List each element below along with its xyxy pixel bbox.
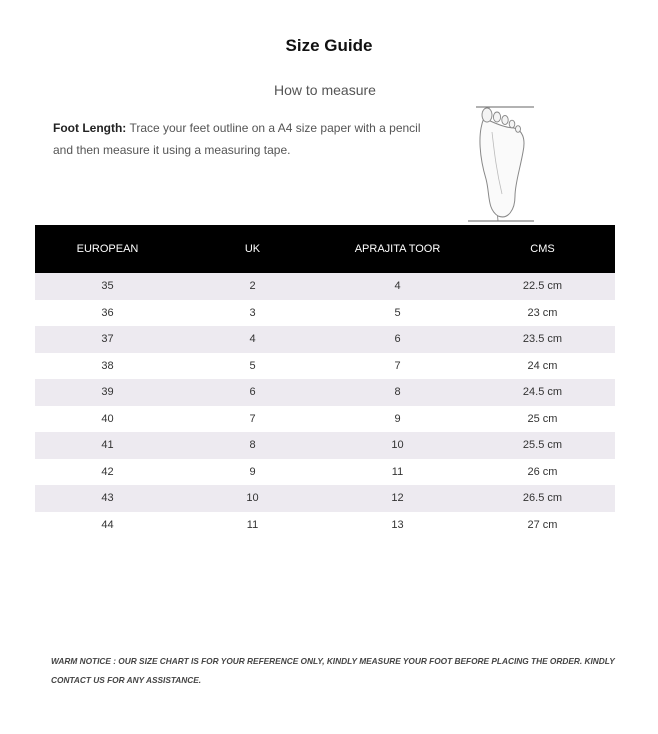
- table-cell: 10: [325, 432, 470, 459]
- table-cell: 37: [35, 326, 180, 353]
- table-cell: 42: [35, 459, 180, 486]
- table-cell: 6: [325, 326, 470, 353]
- table-cell: 23.5 cm: [470, 326, 615, 353]
- table-cell: 40: [35, 406, 180, 433]
- table-row: [35, 326, 615, 353]
- table-cell: 8: [325, 379, 470, 406]
- warm-notice: WARM NOTICE : OUR SIZE CHART IS FOR YOUR REFERENCE ONLY, KINDLY MEASURE YOUR FOOT BEFORE PLACING THE ORDER. KINDLY CONTACT US FOR ANY ASSISTANCE.: [51, 656, 615, 685]
- table-cell: 26 cm: [470, 459, 615, 486]
- foot-length-instructions: [53, 117, 433, 161]
- table-cell: 3: [180, 300, 325, 327]
- table-row: [35, 300, 615, 327]
- table-cell: 24 cm: [470, 353, 615, 380]
- table-cell: 22.5 cm: [470, 273, 615, 300]
- table-cell: 4: [180, 326, 325, 353]
- table-cell: 41: [35, 432, 180, 459]
- table-cell: 2: [180, 273, 325, 300]
- table-cell: 11: [325, 459, 470, 486]
- table-cell: 7: [325, 353, 470, 380]
- table-cell: 36: [35, 300, 180, 327]
- table-row: [35, 432, 615, 459]
- column-header-cms: CMS: [470, 225, 615, 273]
- table-row: [35, 379, 615, 406]
- table-cell: 23 cm: [470, 300, 615, 327]
- table-cell: 7: [180, 406, 325, 433]
- table-row: [35, 459, 615, 486]
- table-row: [35, 406, 615, 433]
- table-cell: 5: [325, 300, 470, 327]
- table-cell: 13: [325, 512, 470, 539]
- table-cell: 12: [325, 485, 470, 512]
- page-subtitle: How to measure: [274, 82, 376, 98]
- table-cell: 25 cm: [470, 406, 615, 433]
- table-cell: 9: [325, 406, 470, 433]
- table-cell: 5: [180, 353, 325, 380]
- table-cell: 4: [325, 273, 470, 300]
- instruction-text: Trace your feet outline on a A4 size paper with a pencil and then measure it using a measuring tape.: [53, 121, 421, 157]
- table-cell: 44: [35, 512, 180, 539]
- table-cell: 9: [180, 459, 325, 486]
- table-cell: 26.5 cm: [470, 485, 615, 512]
- column-header-aprajita-toor: APRAJITA TOOR: [325, 225, 470, 273]
- table-cell: 38: [35, 353, 180, 380]
- table-cell: 24.5 cm: [470, 379, 615, 406]
- table-cell: 39: [35, 379, 180, 406]
- foot-measure-icon: [462, 104, 540, 224]
- table-cell: 10: [180, 485, 325, 512]
- table-cell: 11: [180, 512, 325, 539]
- table-cell: 27 cm: [470, 512, 615, 539]
- table-row: [35, 353, 615, 380]
- table-cell: 6: [180, 379, 325, 406]
- table-row: [35, 485, 615, 512]
- table-header-row: [35, 225, 615, 273]
- table-row: [35, 273, 615, 300]
- table-cell: 8: [180, 432, 325, 459]
- page-title: Size Guide: [285, 36, 373, 55]
- size-chart-table: [35, 225, 615, 538]
- table-cell: 35: [35, 273, 180, 300]
- column-header-european: EUROPEAN: [35, 225, 180, 273]
- table-row: [35, 512, 615, 539]
- column-header-uk: UK: [180, 225, 325, 273]
- table-cell: 43: [35, 485, 180, 512]
- instruction-label: Foot Length:: [53, 121, 127, 135]
- table-cell: 25.5 cm: [470, 432, 615, 459]
